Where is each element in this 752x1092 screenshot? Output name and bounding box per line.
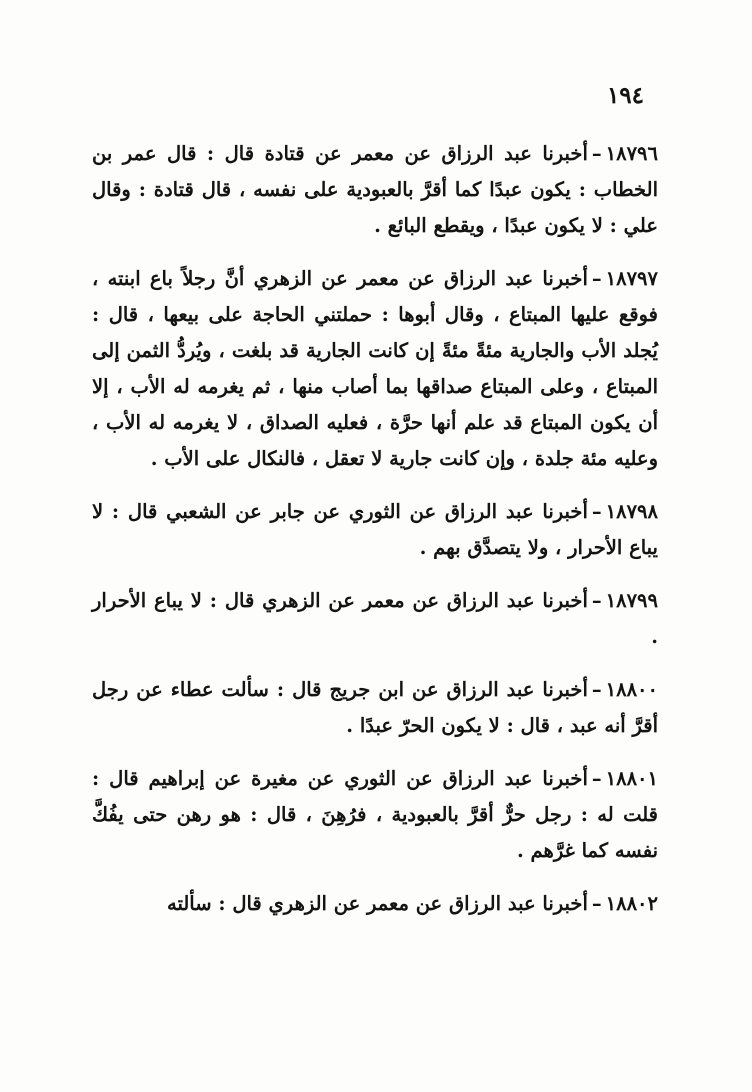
hadith-number: ١٨٧٩٧ [605,267,658,290]
hadith-text: أخبرنا عبد الرزاق عن معمر عن الزهري أنَّ رجلاً باع ابنته ، فوقع عليها المبتاع ، وقال أبوها : حملتني الحاجة على بيعها ، قال : يُجلد الأب والجارية مئةً مئةً إن كانت الجارية قد بلغت ، ويُردُّ الثمن إلى المبتاع ، وعلى المبتاع صداقها بما أصاب منها ، ثم يغرمه له الأب ، إلا أن يكون المبتاع قد علم أنها حرَّة ، فعليه الصداق ، لا يغرمه له الأب ، وعليه مئة جلدة ، وإن كانت جارية لا تعقل ، فالنكال على الأب . [92,267,658,470]
separator-dash: – [591,267,602,290]
hadith-text: أخبرنا عبد الرزاق عن معمر عن الزهري قال : سألته [166,892,588,915]
hadith-paragraph-2 [92,261,658,477]
hadith-number: ١٨٧٩٩ [605,589,658,612]
hadith-text: أخبرنا عبد الرزاق عن الثوري عن جابر عن الشعبي قال : لا يباع الأحرار ، ولا يتصدَّق بهم . [92,500,658,559]
hadith-text: أخبرنا عبد الرزاق عن الثوري عن مغيرة عن إبراهيم قال : قلت له : رجل حرٌّ أقرَّ بالعبودية ، فرُهِنَ ، قال : هو رهن حتى يفُكَّ نفسه كما غرَّهم . [92,767,658,862]
hadith-number: ١٨٨٠٠ [605,678,658,701]
separator-dash: – [591,142,602,165]
hadith-text: أخبرنا عبد الرزاق عن ابن جريج قال : سألت عطاء عن رجل أقرَّ أنه عبد ، قال : لا يكون الحرّ عبدًا . [92,678,658,737]
separator-dash: – [591,589,602,612]
separator-dash: – [591,500,602,523]
hadith-number: ١٨٧٩٦ [605,142,658,165]
separator-dash: – [591,678,602,701]
hadith-text-block [92,136,658,939]
hadith-paragraph-3 [92,494,658,566]
separator-dash: – [591,767,602,790]
page-number: ١٩٤ [606,82,644,109]
hadith-number: ١٨٧٩٨ [605,500,658,523]
hadith-text: أخبرنا عبد الرزاق عن معمر عن قتادة قال : قال عمر بن الخطاب : يكون عبدًا كما أقرَّ بالعبودية على نفسه ، قال قتادة : وقال علي : لا يكون عبدًا ، ويقطع البائع . [92,142,658,237]
hadith-paragraph-7 [92,886,658,922]
separator-dash: – [591,892,602,915]
hadith-paragraph-1 [92,136,658,244]
hadith-paragraph-5 [92,672,658,744]
hadith-paragraph-4 [92,583,658,655]
hadith-number: ١٨٨٠١ [605,767,658,790]
hadith-paragraph-6 [92,761,658,869]
hadith-text: أخبرنا عبد الرزاق عن معمر عن الزهري قال : لا يباع الأحرار . [92,589,658,648]
hadith-number: ١٨٨٠٢ [605,892,658,915]
